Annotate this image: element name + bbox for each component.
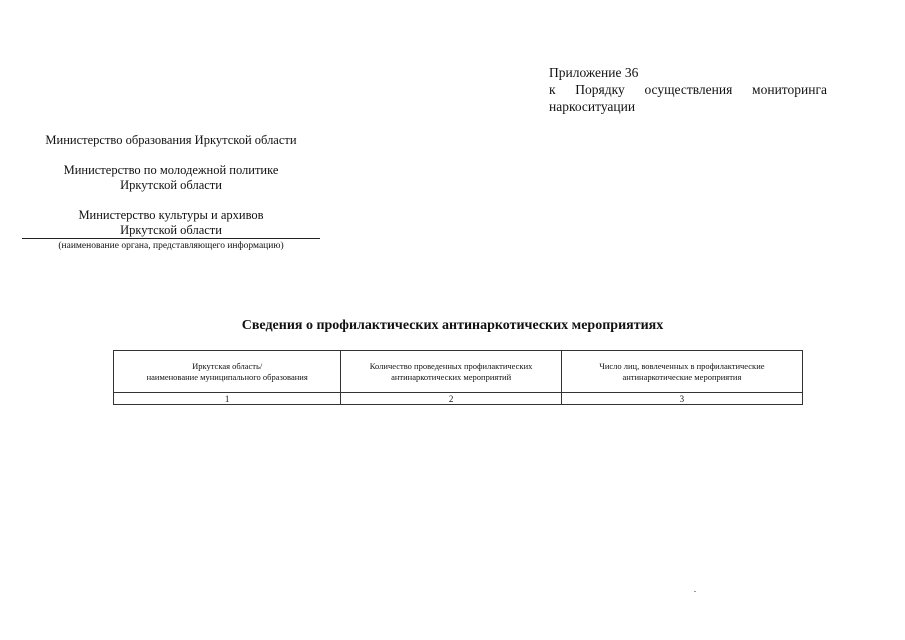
table-header-row <box>114 351 803 393</box>
column-number: 2 <box>341 393 561 405</box>
organization-culture: Министерство культуры и архивов <box>78 208 264 222</box>
header-line: Число лиц, вовлеченных в профилактические <box>599 360 765 371</box>
organization-caption: (наименование органа, представляющего информацию) <box>58 241 284 251</box>
table-number-row <box>114 393 803 405</box>
appendix-title: Приложение 36 <box>549 65 639 80</box>
organization-youth-policy: Министерство по молодежной политике <box>63 163 279 177</box>
header-line: Иркутская область/ <box>192 360 263 371</box>
appendix-block <box>549 64 827 115</box>
appendix-reference-end: наркоситуации <box>549 99 636 114</box>
header-line: антинаркотических мероприятий <box>391 371 512 382</box>
table-header-cell <box>561 351 802 393</box>
organization-education: Министерство образования Иркутской области <box>45 133 297 147</box>
document-title: Сведения о профилактических антинаркотических мероприятиях <box>241 318 664 333</box>
header-line: наименование муниципального образования <box>146 371 308 382</box>
column-number: 3 <box>561 393 802 405</box>
info-table <box>113 350 803 405</box>
header-line: антинаркотические мероприятия <box>622 371 742 382</box>
column-number: 1 <box>114 393 341 405</box>
header-line: Количество проведенных профилактических <box>369 360 533 371</box>
organizations-block <box>20 133 322 252</box>
organization-youth-policy-region: Иркутской области <box>120 178 222 192</box>
table-header-cell <box>341 351 561 393</box>
table-header-cell <box>114 351 341 393</box>
scan-speck <box>694 591 696 592</box>
appendix-reference: к Порядку осуществления мониторинга <box>549 82 827 97</box>
organization-culture-region: Иркутской области <box>22 223 320 239</box>
